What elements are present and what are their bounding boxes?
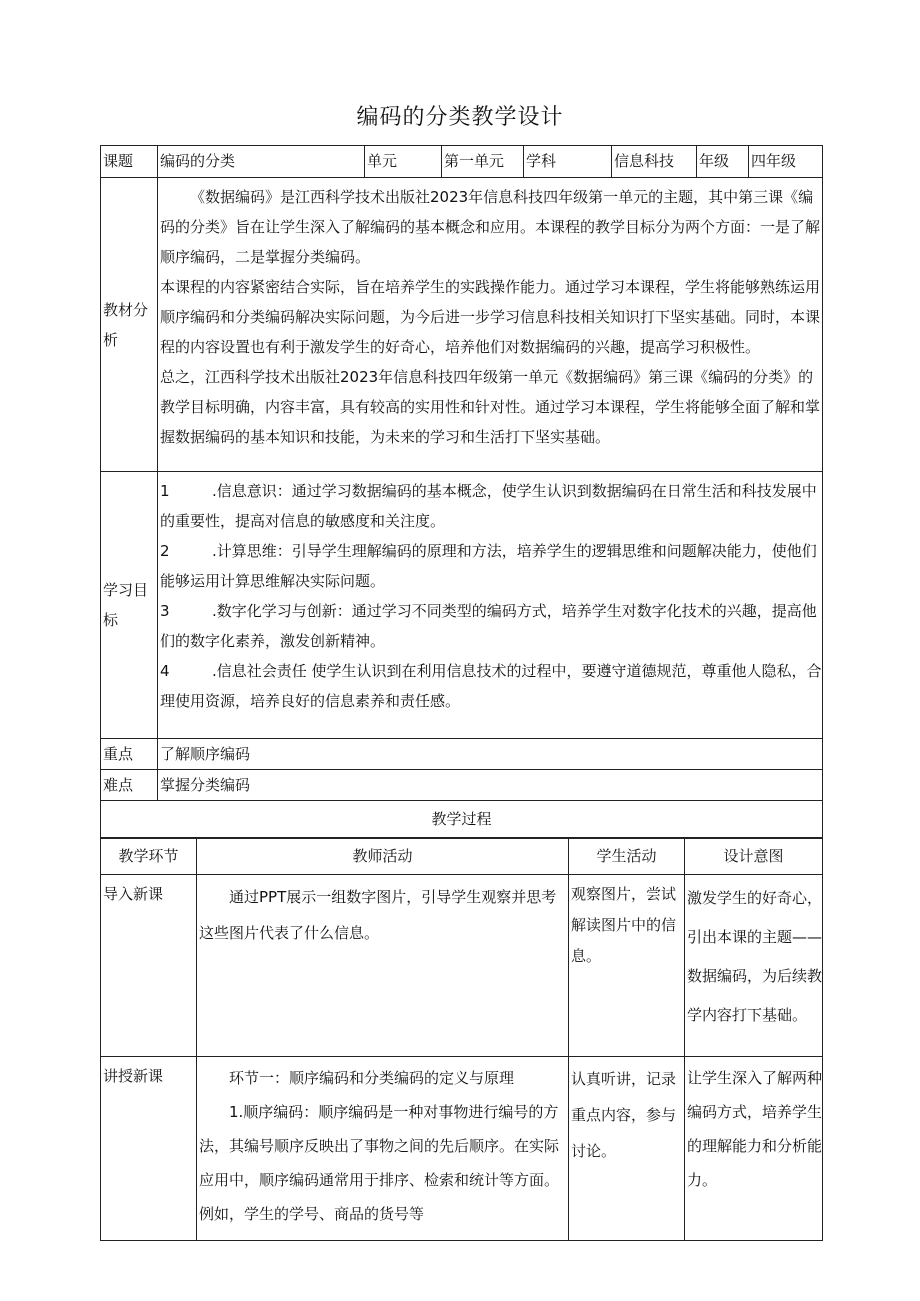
material-paragraph: 本课程的内容紧密结合实际，旨在培养学生的实践操作能力。通过学习本课程，学生将能够熟练运用顺序编码和分类编码解决实际问题，为今后进一步学习信息科技相关知识打下坚实基础。同时，本课程的内容设置也有利于激发学生的好奇心，培养他们对数据编码的兴趣，提高学习积极性。 (160, 278, 821, 356)
goal-item (160, 596, 822, 656)
material-label: 教材分析 (101, 178, 158, 472)
key-point-row (101, 739, 823, 770)
process-heading: 教学过程 (101, 801, 823, 838)
subject-label: 学科 (524, 146, 612, 178)
teacher-paragraph: 1.顺序编码：顺序编码是一种对事物进行编号的方法，其编号顺序反映出了事物之间的先后顺序。在实际应用中，顺序编码通常用于排序、检索和统计等方面。例如，学生的学号、商品的货号等 (199, 1103, 560, 1223)
goals-content (158, 472, 823, 739)
header-row (101, 146, 823, 178)
process-table (100, 838, 823, 1241)
column-header-teacher: 教师活动 (197, 839, 569, 875)
column-header-intent: 设计意图 (685, 839, 823, 875)
teacher-cell (197, 875, 569, 1057)
teacher-paragraph: 通过PPT展示一组数字图片，引导学生观察并思考这些图片代表了什么信息。 (199, 888, 557, 942)
topic-value: 编码的分类 (158, 146, 365, 178)
goal-item (160, 536, 822, 596)
goal-number: 3 (160, 602, 170, 620)
goal-item (160, 656, 822, 716)
goal-text: .信息社会责任 使学生认识到在利用信息技术的过程中，要遵守道德规范，尊重他人隐私，合理使用资源，培养良好的信息素养和责任感。 (160, 662, 822, 710)
difficulty-value: 掌握分类编码 (158, 770, 823, 801)
process-row-intro (101, 875, 823, 1057)
difficulty-row (101, 770, 823, 801)
grade-value: 四年级 (749, 146, 823, 178)
unit-label: 单元 (365, 146, 442, 178)
key-point-value: 了解顺序编码 (158, 739, 823, 770)
process-heading-row (101, 801, 823, 838)
material-paragraph: 总之，江西科学技术出版社2023年信息科技四年级第一单元《数据编码》第三课《编码的分类》的教学目标明确，内容丰富，具有较高的实用性和针对性。通过学习本课程，学生将能够全面了解和掌握数据编码的基本知识和技能，为未来的学习和生活打下坚实基础。 (160, 368, 821, 446)
material-paragraph: 《数据编码》是江西科学技术出版社2023年信息科技四年级第一单元的主题，其中第三课《编码的分类》旨在让学生深入了解编码的基本概念和应用。本课程的教学目标分为两个方面：一是了解顺序编码，二是掌握分类编码。 (160, 188, 821, 266)
intent-cell: 让学生深入了解两种编码方式，培养学生的理解能力和分析能力。 (685, 1057, 823, 1241)
process-columns-row (101, 839, 823, 875)
column-header-student: 学生活动 (569, 839, 685, 875)
teacher-cell (197, 1057, 569, 1241)
goal-item (160, 476, 822, 536)
teacher-paragraph: 环节一：顺序编码和分类编码的定义与原理 (229, 1069, 515, 1087)
goal-number: 2 (160, 542, 170, 560)
goal-text: .数字化学习与创新：通过学习不同类型的编码方式，培养学生对数字化技术的兴趣，提高他们的数字化素养，激发创新精神。 (160, 602, 817, 650)
goal-text: .信息意识：通过学习数据编码的基本概念，使学生认识到数据编码在日常生活和科技发展中的重要性，提高对信息的敏感度和关注度。 (160, 482, 817, 530)
material-content (158, 178, 823, 472)
difficulty-label: 难点 (101, 770, 158, 801)
column-header-stage: 教学环节 (101, 839, 197, 875)
unit-value: 第一单元 (442, 146, 524, 178)
lesson-plan-table (100, 145, 823, 838)
grade-label: 年级 (697, 146, 749, 178)
material-row (101, 178, 823, 472)
subject-value: 信息科技 (612, 146, 697, 178)
goals-label: 学习目标 (101, 472, 158, 739)
goal-number: 1 (160, 482, 170, 500)
process-row-new-lesson (101, 1057, 823, 1241)
goal-number: 4 (160, 662, 170, 680)
goal-text: .计算思维：引导学生理解编码的原理和方法，培养学生的逻辑思维和问题解决能力，使他们能够运用计算思维解决实际问题。 (160, 542, 817, 590)
student-cell: 观察图片，尝试解读图片中的信息。 (569, 875, 685, 1057)
student-cell: 认真听讲，记录重点内容，参与讨论。 (569, 1057, 685, 1241)
stage-cell: 导入新课 (101, 875, 197, 1057)
intent-cell: 激发学生的好奇心，引出本课的主题——数据编码，为后续教学内容打下基础。 (685, 875, 823, 1057)
topic-label: 课题 (101, 146, 158, 178)
key-point-label: 重点 (101, 739, 158, 770)
document-title: 编码的分类教学设计 (356, 105, 564, 130)
stage-cell: 讲授新课 (101, 1057, 197, 1241)
goals-row (101, 472, 823, 739)
